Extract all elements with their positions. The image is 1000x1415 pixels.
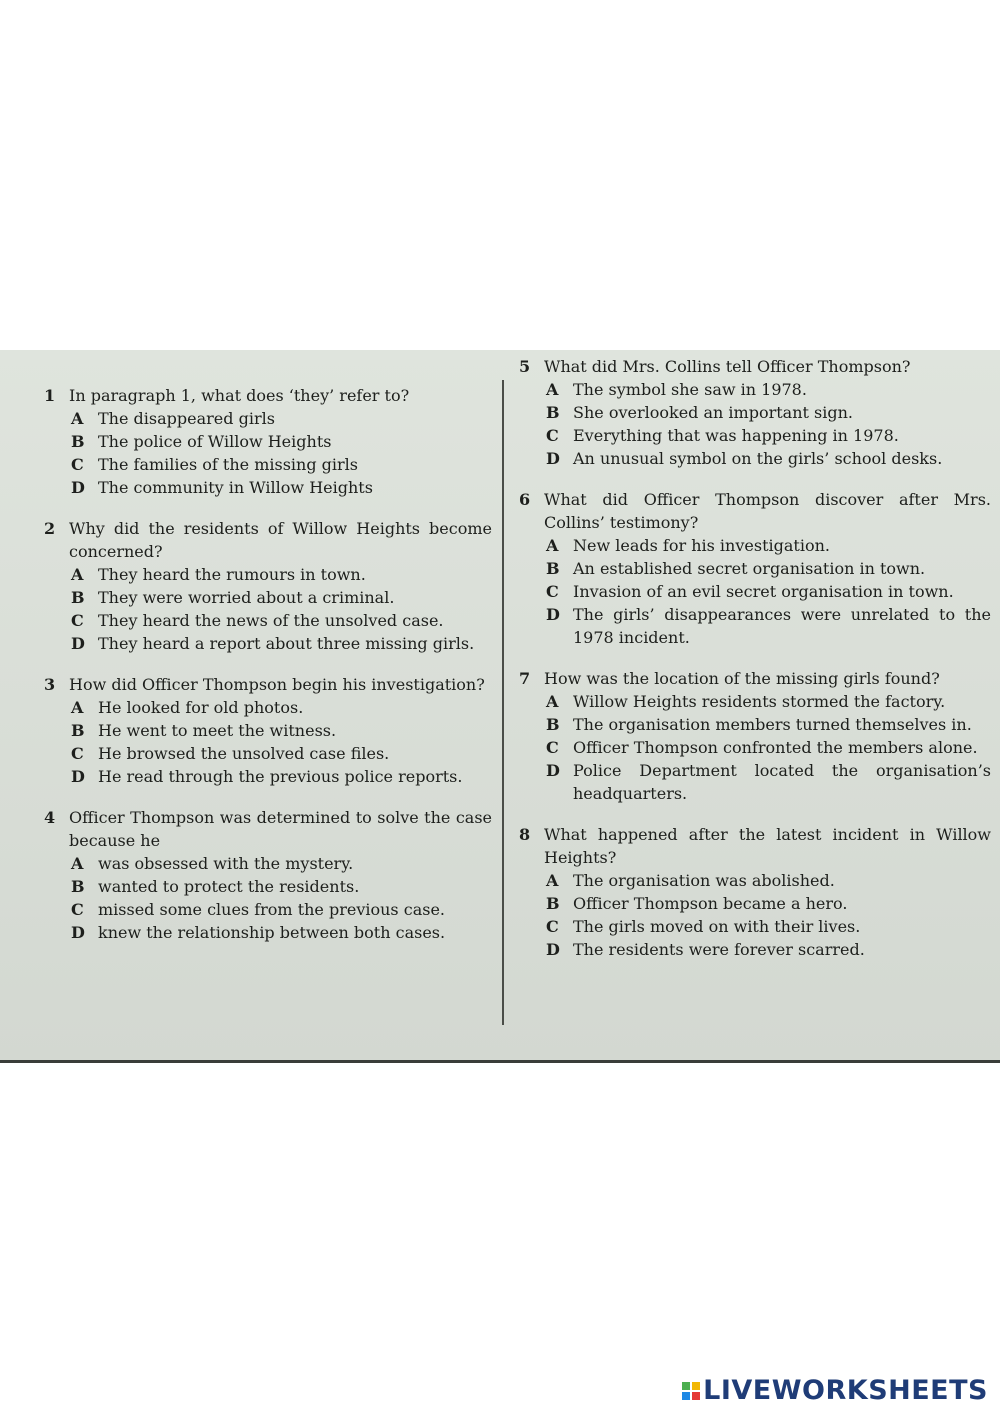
option-text: They heard the rumours in town. bbox=[98, 565, 366, 584]
question-stem: Why did the residents of Willow Heights become concerned? bbox=[69, 519, 492, 561]
logo-square bbox=[682, 1392, 690, 1400]
option-letter: C bbox=[71, 900, 84, 919]
answer-option bbox=[71, 765, 492, 788]
question-number: 8 bbox=[519, 825, 531, 844]
option-letter: B bbox=[71, 588, 85, 607]
option-letter: C bbox=[71, 455, 84, 474]
option-text: Willow Heights residents stormed the factory. bbox=[573, 692, 946, 711]
option-letter: B bbox=[71, 721, 85, 740]
answer-option bbox=[71, 852, 492, 875]
option-letter: B bbox=[71, 877, 85, 896]
option-letter: D bbox=[71, 478, 85, 497]
answer-option bbox=[546, 603, 991, 649]
option-letter: A bbox=[546, 692, 559, 711]
question-stem-row bbox=[44, 517, 492, 563]
option-letter: B bbox=[546, 403, 560, 422]
question-stem: What did Officer Thompson discover after Mrs. Collins’ testimony? bbox=[544, 490, 991, 532]
option-text: The community in Willow Heights bbox=[98, 478, 373, 497]
option-letter: D bbox=[546, 940, 560, 959]
answer-option bbox=[546, 869, 991, 892]
answer-option bbox=[546, 736, 991, 759]
answer-option bbox=[71, 476, 492, 499]
question-stem-row bbox=[519, 488, 991, 534]
question-gap bbox=[44, 788, 492, 806]
answer-option bbox=[546, 759, 991, 805]
option-text: An established secret organisation in town. bbox=[573, 559, 926, 578]
option-text: He went to meet the witness. bbox=[98, 721, 337, 740]
question-gap bbox=[44, 499, 492, 517]
option-text: The organisation members turned themselves in. bbox=[573, 715, 972, 734]
answer-option bbox=[546, 378, 991, 401]
question-stem-row bbox=[44, 384, 492, 407]
question-number: 5 bbox=[519, 357, 531, 376]
option-text: The girls moved on with their lives. bbox=[573, 917, 861, 936]
watermark-text: LIVEWORKSHEETS bbox=[703, 1375, 988, 1406]
answer-option bbox=[71, 407, 492, 430]
question-stem: How did Officer Thompson begin his investigation? bbox=[69, 675, 485, 694]
option-text: Officer Thompson confronted the members alone. bbox=[573, 738, 978, 757]
answer-option bbox=[546, 690, 991, 713]
option-text: wanted to protect the residents. bbox=[98, 877, 360, 896]
option-text: Invasion of an evil secret organisation in town. bbox=[573, 582, 954, 601]
right-column bbox=[519, 355, 991, 961]
option-letter: D bbox=[546, 449, 560, 468]
liveworksheets-logo-icon bbox=[682, 1382, 700, 1400]
logo-square bbox=[692, 1392, 700, 1400]
option-letter: C bbox=[546, 917, 559, 936]
question-stem: In paragraph 1, what does ‘they’ refer to? bbox=[69, 386, 410, 405]
option-text: Everything that was happening in 1978. bbox=[573, 426, 899, 445]
answer-option bbox=[71, 609, 492, 632]
option-text: An unusual symbol on the girls’ school desks. bbox=[573, 449, 943, 468]
answer-option bbox=[71, 632, 492, 655]
option-text: She overlooked an important sign. bbox=[573, 403, 853, 422]
answer-option bbox=[546, 713, 991, 736]
answer-option bbox=[71, 875, 492, 898]
option-text: They were worried about a criminal. bbox=[98, 588, 395, 607]
answer-option bbox=[71, 898, 492, 921]
option-letter: B bbox=[71, 432, 85, 451]
answer-option bbox=[71, 719, 492, 742]
answer-option bbox=[71, 696, 492, 719]
question-7 bbox=[519, 667, 991, 805]
answer-option bbox=[546, 447, 991, 470]
answer-option bbox=[546, 534, 991, 557]
option-text: They heard a report about three missing girls. bbox=[98, 634, 475, 653]
option-letter: D bbox=[546, 605, 560, 624]
answer-option bbox=[71, 921, 492, 944]
option-letter: D bbox=[546, 761, 560, 780]
question-stem-row bbox=[519, 355, 991, 378]
option-letter: D bbox=[71, 634, 85, 653]
answer-option bbox=[546, 938, 991, 961]
question-8 bbox=[519, 823, 991, 961]
option-letter: A bbox=[546, 871, 559, 890]
question-6 bbox=[519, 488, 991, 649]
question-4 bbox=[44, 806, 492, 944]
answer-option bbox=[71, 563, 492, 586]
option-text: The disappeared girls bbox=[98, 409, 275, 428]
answer-option bbox=[71, 430, 492, 453]
answer-option bbox=[71, 742, 492, 765]
question-number: 7 bbox=[519, 669, 531, 688]
option-text: They heard the news of the unsolved case. bbox=[98, 611, 444, 630]
option-text: The families of the missing girls bbox=[98, 455, 359, 474]
option-text: He looked for old photos. bbox=[98, 698, 304, 717]
question-gap bbox=[44, 655, 492, 673]
option-text: New leads for his investigation. bbox=[573, 536, 830, 555]
option-text: He browsed the unsolved case files. bbox=[98, 744, 390, 763]
option-text: knew the relationship between both cases. bbox=[98, 923, 446, 942]
answer-option bbox=[546, 892, 991, 915]
question-number: 4 bbox=[44, 808, 56, 827]
option-text: The organisation was abolished. bbox=[573, 871, 835, 890]
option-letter: B bbox=[546, 559, 560, 578]
option-letter: C bbox=[546, 426, 559, 445]
answer-option bbox=[546, 915, 991, 938]
answer-option bbox=[71, 586, 492, 609]
question-stem-row bbox=[44, 673, 492, 696]
option-letter: A bbox=[71, 409, 84, 428]
question-gap bbox=[519, 805, 991, 823]
question-number: 6 bbox=[519, 490, 531, 509]
option-text: The police of Willow Heights bbox=[98, 432, 332, 451]
option-letter: B bbox=[546, 715, 560, 734]
liveworksheets-watermark bbox=[682, 1375, 988, 1406]
question-stem-row bbox=[519, 667, 991, 690]
option-letter: C bbox=[71, 744, 84, 763]
question-stem: What did Mrs. Collins tell Officer Thompson? bbox=[544, 357, 911, 376]
option-text: missed some clues from the previous case. bbox=[98, 900, 445, 919]
option-letter: A bbox=[546, 536, 559, 555]
option-text: Police Department located the organisation’s headquarters. bbox=[573, 761, 991, 803]
question-stem-row bbox=[519, 823, 991, 869]
question-5 bbox=[519, 355, 991, 470]
logo-square bbox=[682, 1382, 690, 1390]
option-text: The residents were forever scarred. bbox=[573, 940, 865, 959]
answer-option bbox=[546, 557, 991, 580]
logo-square bbox=[692, 1382, 700, 1390]
answer-option bbox=[71, 453, 492, 476]
question-gap bbox=[519, 649, 991, 667]
question-stem-row bbox=[44, 806, 492, 852]
question-stem: What happened after the latest incident in Willow Heights? bbox=[544, 825, 991, 867]
question-2 bbox=[44, 517, 492, 655]
question-stem: Officer Thompson was determined to solve the case because he bbox=[69, 808, 492, 850]
option-text: was obsessed with the mystery. bbox=[98, 854, 354, 873]
option-letter: B bbox=[546, 894, 560, 913]
option-text: He read through the previous police reports. bbox=[98, 767, 463, 786]
column-divider bbox=[502, 380, 504, 1025]
option-letter: A bbox=[71, 698, 84, 717]
option-text: The girls’ disappearances were unrelated to the 1978 incident. bbox=[573, 605, 991, 647]
option-letter: A bbox=[546, 380, 559, 399]
option-letter: C bbox=[71, 611, 84, 630]
option-letter: D bbox=[71, 923, 85, 942]
option-text: Officer Thompson became a hero. bbox=[573, 894, 848, 913]
option-letter: C bbox=[546, 582, 559, 601]
option-letter: C bbox=[546, 738, 559, 757]
option-letter: D bbox=[71, 767, 85, 786]
question-3 bbox=[44, 673, 492, 788]
answer-option bbox=[546, 424, 991, 447]
option-text: The symbol she saw in 1978. bbox=[573, 380, 807, 399]
answer-option bbox=[546, 401, 991, 424]
question-gap bbox=[519, 470, 991, 488]
option-letter: A bbox=[71, 565, 84, 584]
question-1 bbox=[44, 384, 492, 499]
question-number: 1 bbox=[44, 386, 56, 405]
question-number: 3 bbox=[44, 675, 56, 694]
question-number: 2 bbox=[44, 519, 56, 538]
question-stem: How was the location of the missing girls found? bbox=[544, 669, 940, 688]
option-letter: A bbox=[71, 854, 84, 873]
left-column bbox=[44, 384, 492, 944]
answer-option bbox=[546, 580, 991, 603]
bottom-rule bbox=[0, 1060, 1000, 1063]
